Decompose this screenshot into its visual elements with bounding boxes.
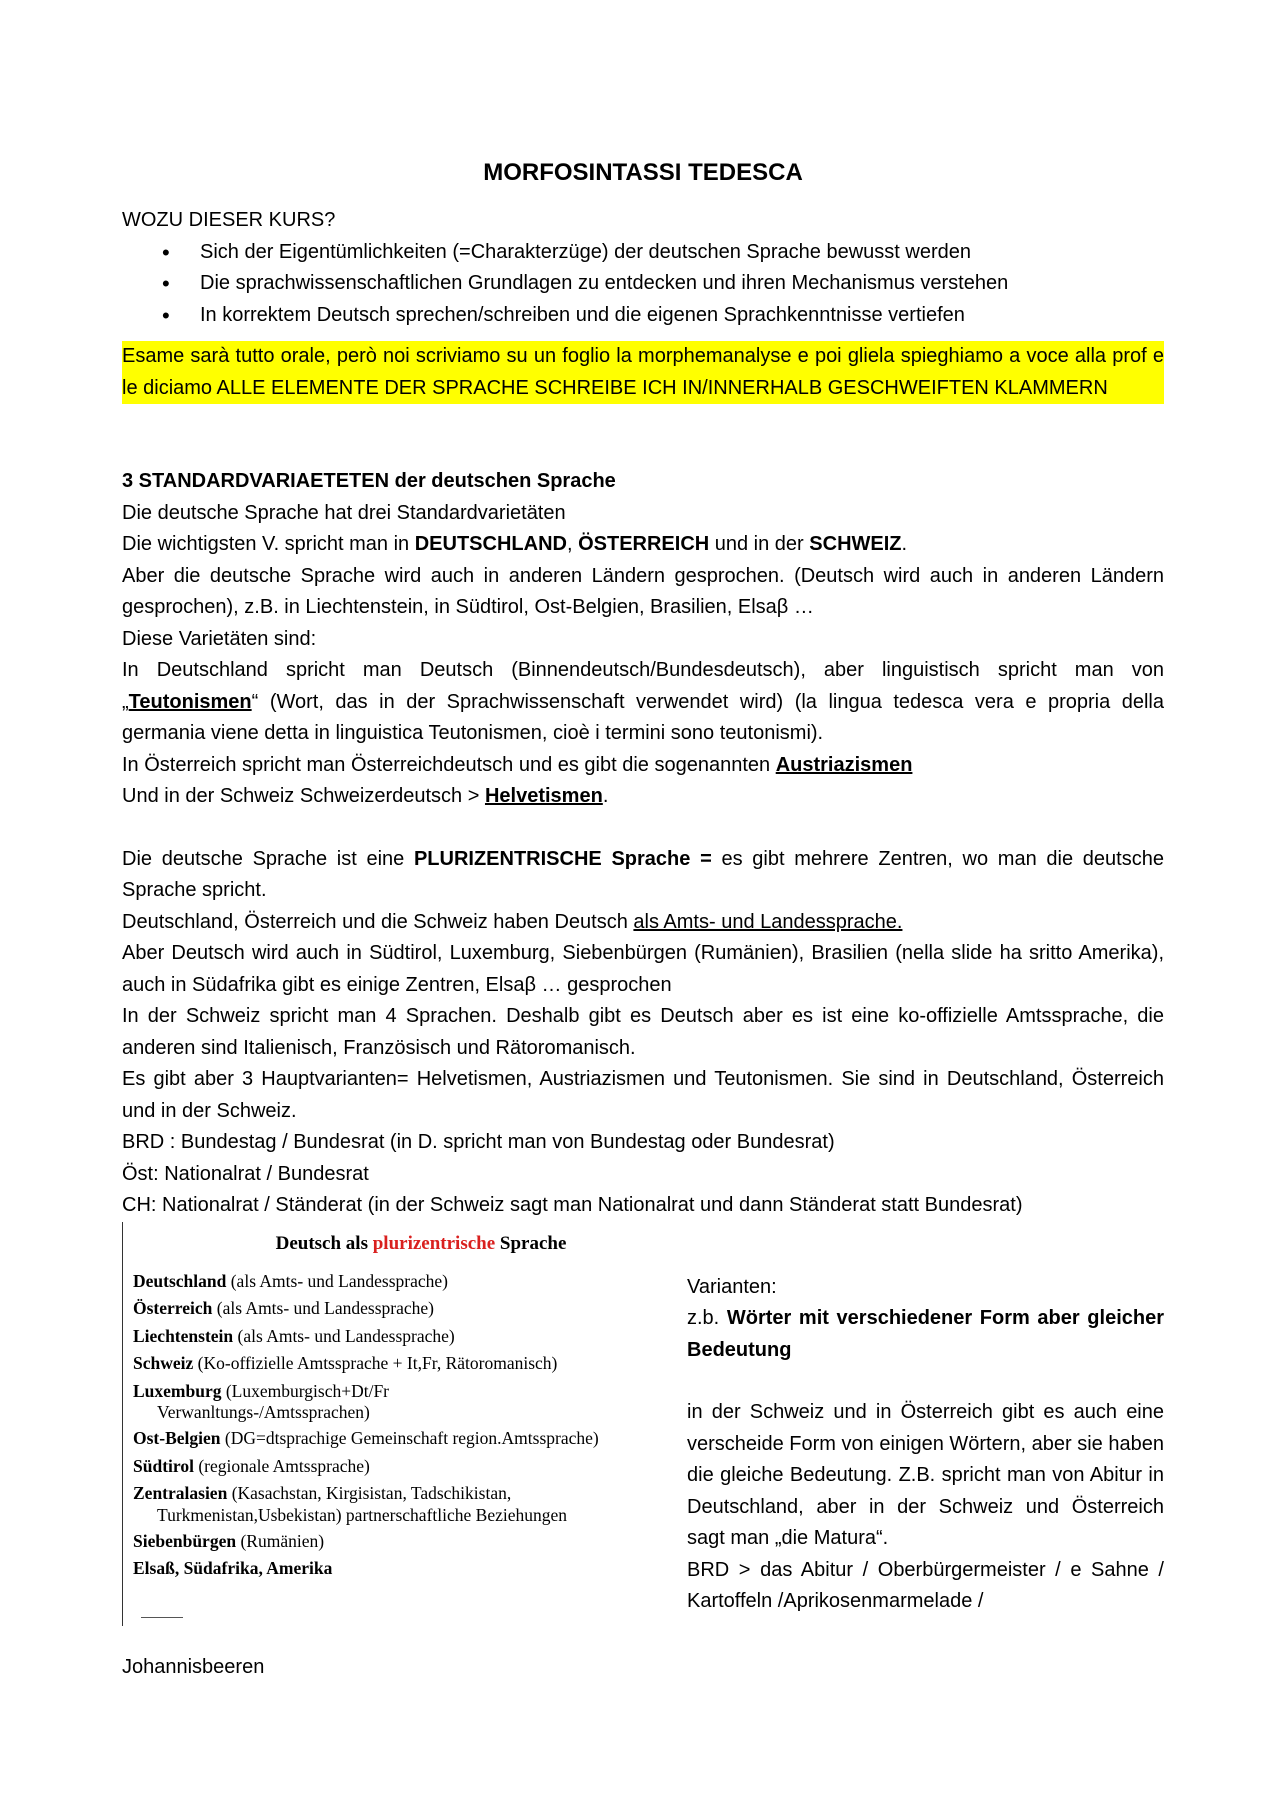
figure-item: Elsaß, Südafrika, Amerika: [133, 1558, 333, 1578]
pluri-paragraph: Deutschland, Österreich und die Schweiz haben Deutsch als Amts- und Landessprache.: [122, 910, 903, 933]
goal-item: • In korrektem Deutsch sprechen/schreiben und die eigenen Sprachkenntnisse vertiefen: [122, 300, 1164, 332]
pluri-paragraph: BRD : Bundestag / Bundesrat (in D. spricht man von Bundestag oder Bundesrat): [122, 1131, 835, 1153]
section-line: Und in der Schweiz Schweizerdeutsch > Helvetismen.: [122, 785, 609, 807]
section-line: In Österreich spricht man Österreichdeutsch und es gibt die sogenannten Austriazismen: [122, 753, 913, 776]
course-question: WOZU DIESER KURS?: [122, 209, 336, 231]
pluri-paragraph: In der Schweiz spricht man 4 Sprachen. Deshalb gibt es Deutsch aber es ist eine ko-offizielle Amtssprache, die anderen sind Italienisch, Französisch und Rätoromanisch.: [122, 1005, 1164, 1059]
varianten-column: [687, 1272, 1164, 1618]
section-line: Die deutsche Sprache hat drei Standardvarietäten: [122, 501, 566, 524]
pluri-paragraph: Aber Deutsch wird auch in Südtirol, Luxemburg, Siebenbürgen (Rumänien), Brasilien (nella slide ha sritto Amerika), auch in Südafrika gibt es einige Zentren, Elsaβ … gesprochen: [122, 942, 1164, 996]
pluri-paragraph: CH: Nationalrat / Ständerat (in der Schweiz sagt man Nationalrat und dann Ständerat statt Bundesrat): [122, 1194, 1023, 1216]
term-teutonismen: Teutonismen: [128, 690, 252, 713]
figure-item: Zentralasien (Kasachstan, Kirgisistan, Tadschikistan, Turkmenistan,Usbekistan) partnerschaftliche Beziehungen: [133, 1483, 568, 1525]
section-line: Die wichtigsten V. spricht man in DEUTSCHLAND, ÖSTERREICH und in der SCHWEIZ.: [122, 533, 908, 555]
section-line: Aber die deutsche Sprache wird auch in anderen Ländern gesprochen. (Deutsch wird auch in anderen Ländern gesprochen), z.B. in Liechtenstein, in Südtirol, Ost-Belgien, Brasilien, Elsaβ …: [122, 564, 1164, 618]
term-helvetismen: Helvetismen: [484, 785, 603, 807]
figure-item: Deutschland (als Amts- und Landessprache): [133, 1270, 448, 1291]
plurizentrisch-figure: [122, 1222, 679, 1626]
pluri-paragraph: Öst: Nationalrat / Bundesrat: [122, 1162, 369, 1185]
figure-item: Ost-Belgien (DG=dtsprachige Gemeinschaft region.Amtssprache): [133, 1428, 599, 1448]
two-column-block: [122, 1222, 1164, 1652]
varianten-label: Varianten:: [687, 1275, 777, 1298]
varianten-paragraph: in der Schweiz und in Österreich gibt es auch eine verscheide Form von einigen Wörtern, aber sie haben die gleiche Bedeutung. Z.B. spricht man von Abitur in Deutschland, aber in der Schweiz und Österreich sagt man „die Matura“.: [687, 1401, 1164, 1549]
document-title: MORFOSINTASSI TEDESCA: [483, 159, 803, 186]
figure-item: Liechtenstein (als Amts- und Landessprache): [133, 1325, 455, 1346]
exam-note-highlight: Esame sarà tutto orale, però noi scriviamo su un foglio la morphemanalyse e poi gliela spieghiamo a voce alla prof e le diciamo ALLE ELEMENTE DER SPRACHE SCHREIBE ICH IN/INNERHALB GESCHWEIFTEN KLAMMERN: [122, 341, 1164, 404]
pluri-paragraph: Es gibt aber 3 Hauptvarianten= Helvetismen, Austriazismen und Teutonismen. Sie sind in Deutschland, Österreich und in der Schweiz.: [122, 1068, 1164, 1122]
trailing-text: Johannisbeeren: [122, 1655, 265, 1678]
varianten-brd: BRD > das Abitur / Oberbürgermeister / e Sahne / Kartoffeln /Aprikosenmarmelade /: [687, 1558, 1164, 1612]
figure-item: Luxemburg (Luxemburgisch+Dt/Fr Verwanltungs-/Amtssprachen): [133, 1380, 389, 1422]
figure-item: Südtirol (regionale Amtssprache): [133, 1455, 370, 1476]
section-line: Diese Varietäten sind:: [122, 627, 317, 650]
figure-item: Österreich (als Amts- und Landessprache): [133, 1298, 434, 1318]
figure-item: Siebenbürgen (Rumänien): [133, 1530, 325, 1551]
goals-list: [122, 237, 1164, 332]
figure-title: Deutsch als plurizentrische Sprache: [275, 1232, 567, 1254]
document-page: [122, 150, 1164, 1683]
figure-underline: [141, 1617, 183, 1618]
section-line: In Deutschland spricht man Deutsch (Binnendeutsch/Bundesdeutsch), aber linguistisch spricht man von „Teutonismen“ (Wort, das in der Sprachwissenschaft verwendet wird) (la lingua tedesca vera e propria della germania viene detta in linguistica Teutonismen, cioè i termini sono teutonismi).: [122, 659, 1164, 744]
figure-list: [123, 1268, 679, 1583]
term-austriazismen: Austriazismen: [775, 753, 913, 776]
goal-item: • Sich der Eigentümlichkeiten (=Charakterzüge) der deutschen Sprache bewusst werden: [122, 237, 1164, 269]
pluri-paragraph: Die deutsche Sprache ist eine PLURIZENTRISCHE Sprache = es gibt mehrere Zentren, wo man die deutsche Sprache spricht.: [122, 847, 1164, 901]
goal-item: • Die sprachwissenschaftlichen Grundlagen zu entdecken und ihren Mechanismus verstehen: [122, 268, 1164, 300]
section-heading: 3 STANDARDVARIAETETEN der deutschen Sprache: [122, 470, 616, 492]
varianten-example: z.b. Wörter mit verschiedener Form aber gleicher Bedeutung: [687, 1307, 1164, 1361]
figure-item: Schweiz (Ko-offizielle Amtssprache + It,Fr, Rätoromanisch): [133, 1353, 558, 1373]
